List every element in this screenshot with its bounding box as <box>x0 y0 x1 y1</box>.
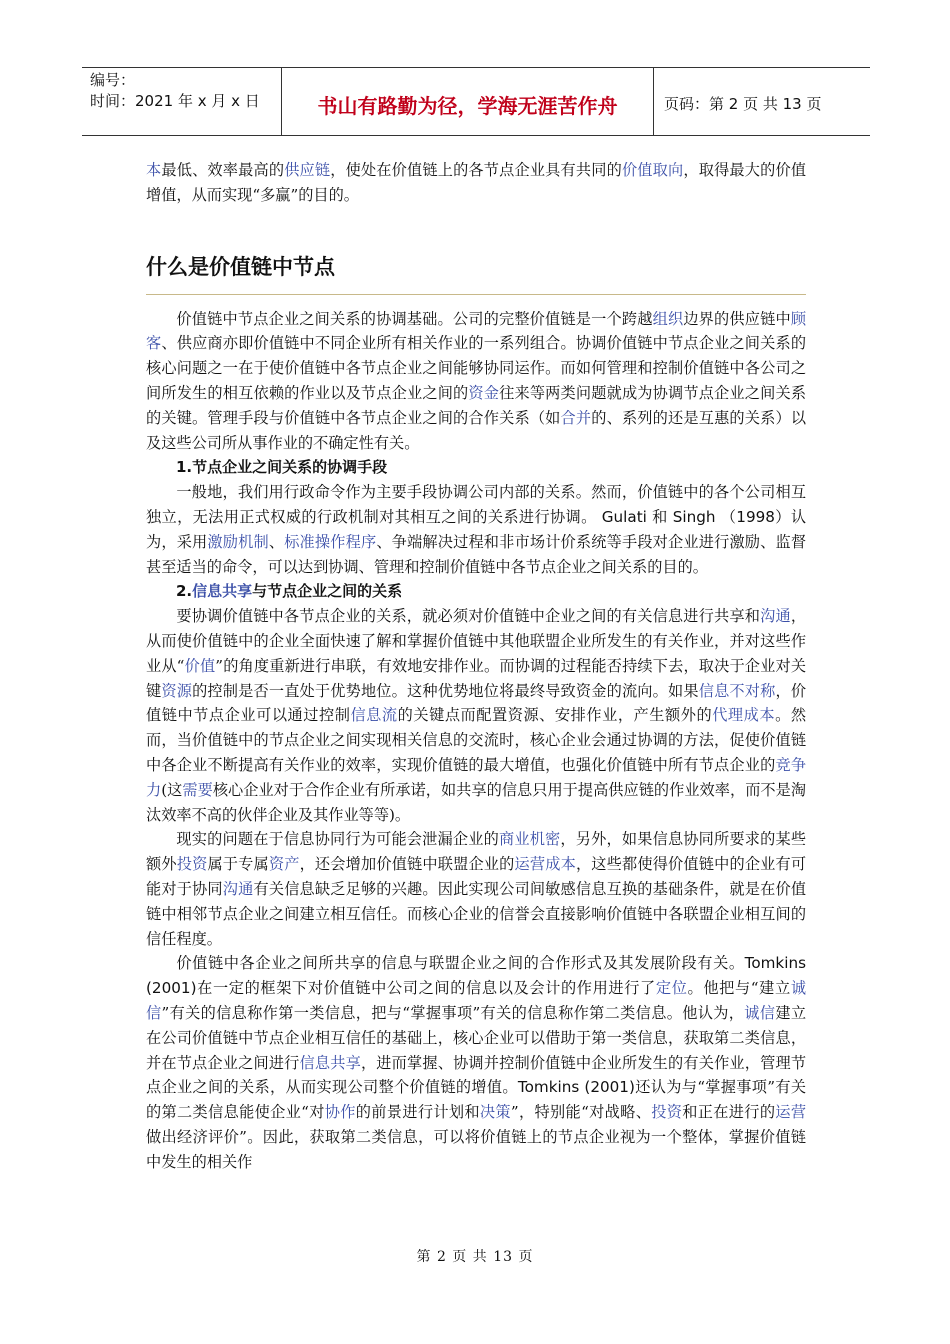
text: 2. <box>176 582 193 601</box>
paragraph-tomkins <box>146 951 806 1174</box>
text: 要协调价值链中各节点企业的关系，就必须对价值链中企业之间的有关信息进行共享和 <box>176 607 761 626</box>
text: 在一定的框架下对价值链中公司之间的信息以及会计的作用进行了 <box>196 979 656 998</box>
text: ，这些都使得价值链中的企业有可能对于协同 <box>146 855 807 898</box>
text: 与节点企业之间的关系 <box>252 582 403 601</box>
header-motto: 书山有路勤为径，学海无涯苦作舟 <box>317 94 618 118</box>
section-heading-rule <box>146 294 806 295</box>
text: 价值链中节点企业之间关系的协调基础。公司的完整价值链是一个跨越 <box>176 309 653 328</box>
header-time: 时间：2021 年 x 月 x 日 <box>90 92 260 110</box>
text: ，从而使价值链中的企业全面快速了解和掌握价值链中其他联盟企业所发生的有关作业，并对这些作业从“ <box>146 607 807 675</box>
header-divider-right <box>653 67 654 136</box>
header-meta <box>90 70 260 112</box>
link-information-flow[interactable]: 信息流 <box>350 706 398 725</box>
link-organization[interactable]: 组织 <box>652 309 684 328</box>
header-top-rule <box>82 67 870 68</box>
link-investment[interactable]: 投资 <box>176 855 208 874</box>
link-positioning[interactable]: 定位 <box>655 979 688 998</box>
text: ，另外，如果信息协同所要求的某些额外 <box>146 830 807 874</box>
text: 、供应商亦即价值链中不同企业所有相关作业的一系列组合。协调价值链中节点企业之间关系的核心问题之一在于使价值链中各节点企业之间能够协同运作。而如何管理和控制价值链中各公司之间所发生的相互依赖的作业以及节点企业之间的 <box>146 334 807 402</box>
link-integrity-2[interactable]: 诚信 <box>744 1003 776 1022</box>
link-operating-cost[interactable]: 运营成本 <box>514 855 576 874</box>
text: 1998 <box>736 507 775 526</box>
text: 核心企业对于合作企业有所承诺，如共享的信息只用于提高供应链的作业效率，而不是淘汰效率不高的伙伴企业及其作业等等)。 <box>146 780 807 824</box>
link-funds[interactable]: 资金 <box>468 383 500 402</box>
text: ，价值链中节点企业可以通过控制 <box>146 681 807 725</box>
header-bottom-rule <box>82 135 870 136</box>
link-need[interactable]: 需要 <box>182 780 213 799</box>
text: 、 <box>268 532 285 551</box>
text: (这 <box>161 780 183 799</box>
text: 的关键点而配置资源、安排作业，产生额外的 <box>397 706 713 725</box>
text: 属于专属 <box>207 855 269 874</box>
text: ”有关的信息称作第一类信息，把与“掌握事项”有关的信息称作第二类信息。他认为， <box>161 1003 745 1022</box>
text: 边界的供应链中 <box>683 309 791 328</box>
text: 。他把与“建立 <box>687 979 791 998</box>
link-information-asymmetry[interactable]: 信息不对称 <box>698 681 776 700</box>
text: 还认为与“掌握事项”有关的第二类信息能使企业“对 <box>146 1078 807 1122</box>
page-footer: 第 2 页 共 13 页 <box>416 1249 534 1265</box>
link-customer[interactable]: 顾客 <box>146 309 807 353</box>
section-heading: 什么是价值链中节点 <box>146 254 335 279</box>
link-competitiveness[interactable]: 竞争力 <box>146 755 807 799</box>
link-integrity[interactable]: 诚信 <box>146 979 807 1022</box>
text: ，使处在价值链上的各节点企业具有共同的 <box>330 161 622 179</box>
link-agency-cost[interactable]: 代理成本 <box>712 706 776 725</box>
link-supply-chain[interactable]: 供应链 <box>284 161 331 179</box>
link-cooperation[interactable]: 协作 <box>324 1103 356 1122</box>
link-investment-2[interactable]: 投资 <box>651 1103 683 1122</box>
text: 一般地，我们用行政命令作为主要手段协调公司内部的关系。然而，价值链中的各个公司相互独立，无法用正式权威的行政机制对其相互之间的关系进行协调。 <box>146 483 806 526</box>
text: 现实的问题在于信息协同行为可能会泄漏企业的 <box>176 830 499 849</box>
text: 的前景进行计划和 <box>355 1103 480 1122</box>
text: 。然而，当价值链中的节点企业之间实现相关信息的交流时，核心企业会通过协调的方法，促使价值链中各企业不断提高有关作业的效率，实现价值链的最大增值，也强化价值链中所有节点企业的 <box>146 706 807 774</box>
paragraph-coordination-means <box>146 480 806 579</box>
link-standard-operating-procedure[interactable]: 标准操作程序 <box>284 532 377 551</box>
link-value-orientation[interactable]: 价值取向 <box>621 161 684 179</box>
text: ，取得最大的价值增值，从而实现“多赢”的目的。 <box>146 161 807 204</box>
link-incentive-mechanism[interactable]: 激励机制 <box>207 532 269 551</box>
link-value[interactable]: 价值 <box>184 656 216 675</box>
link-information-sharing-2[interactable]: 信息共享 <box>299 1053 361 1072</box>
text: 有关信息缺乏足够的兴趣。因此实现公司间敏感信息互换的基础条件，就是在价值链中相邻节点企业之间建立相互信任。而核心企业的信誉会直接影响价值链中各联盟企业相互间的信任程度。 <box>146 879 807 948</box>
text: 、争端解决过程和非市场计价系统等手段对企业进行激励、监督甚至适当的命令，可以达到协调、管理和控制价值链中各节点企业之间关系的目的。 <box>146 532 807 576</box>
text: 的控制是否一直处于优势地位。这种优势地位将最终导致资金的流向。如果 <box>192 681 699 700</box>
link-communication[interactable]: 沟通 <box>760 607 791 626</box>
text: Singh <box>672 507 716 526</box>
text: 和 <box>646 507 673 526</box>
text: ”的角度重新进行串联，有效地安排作业。而协调的过程能否持续下去，取决于企业对关键 <box>146 656 807 700</box>
link-decision[interactable]: 决策 <box>479 1103 511 1122</box>
header-number: 编号： <box>90 71 136 89</box>
text: ，还会增加价值链中联盟企业的 <box>299 855 515 874</box>
intro-paragraph <box>146 158 806 208</box>
subheading-coordination-means: 1.节点企业之间关系的协调手段 <box>176 458 388 477</box>
text: 做出经济评价”。因此，获取第二类信息，可以将价值链上的节点企业视为一个整体，掌握价值链中发生的相关作 <box>146 1127 806 1171</box>
link-communication-2[interactable]: 沟通 <box>222 879 254 898</box>
link-operations[interactable]: 运营 <box>775 1103 807 1122</box>
paragraph-information-risks <box>146 827 806 951</box>
text: Tomkins (2001) <box>146 954 806 998</box>
text: 最低、效率最高的 <box>161 161 285 179</box>
text: Tomkins (2001) <box>517 1078 635 1097</box>
text: ”，特别能“对战略、 <box>510 1103 652 1122</box>
text: 建立在公司价值链中节点企业相互信任的基础上，核心企业可以借助于第一类信息，获取第二类信息，并在节点企业之间进行 <box>146 1003 807 1072</box>
document-body <box>146 158 806 1174</box>
link-cost[interactable]: 本 <box>146 161 162 179</box>
text: ）认为，采用 <box>146 507 807 551</box>
paragraph-information-sharing <box>146 604 806 827</box>
subheading-information-sharing <box>146 579 806 604</box>
text: 价值链中各企业之间所共享的信息与联盟企业之间的合作形式及其发展阶段有关。 <box>176 954 745 973</box>
header-page-number: 页码：第 2 页 共 13 页 <box>664 95 822 113</box>
text: 的、系列的还是互惠的关系）以及这些公司所从事作业的不确定性有关。 <box>146 408 807 452</box>
text: ，进而掌握、协调并控制价值链中企业所发生的有关作业，管理节点企业之间的关系，从而实现公司整个价值链的增值。 <box>146 1053 807 1097</box>
link-assets[interactable]: 资产 <box>268 855 300 874</box>
text: （ <box>715 507 737 526</box>
text: 往来等两类问题就成为协调节点企业之间关系的关键。管理手段与价值链中各节点企业之间的合作关系（如 <box>146 383 807 427</box>
text: Gulati <box>601 507 647 526</box>
link-resources[interactable]: 资源 <box>161 681 193 700</box>
paragraph-coordination-basis <box>146 307 806 456</box>
link-merger[interactable]: 合并 <box>560 408 592 427</box>
link-information-sharing[interactable]: 信息共享 <box>192 582 253 601</box>
link-trade-secret[interactable]: 商业机密 <box>498 830 561 849</box>
text: 和正在进行的 <box>682 1103 776 1122</box>
